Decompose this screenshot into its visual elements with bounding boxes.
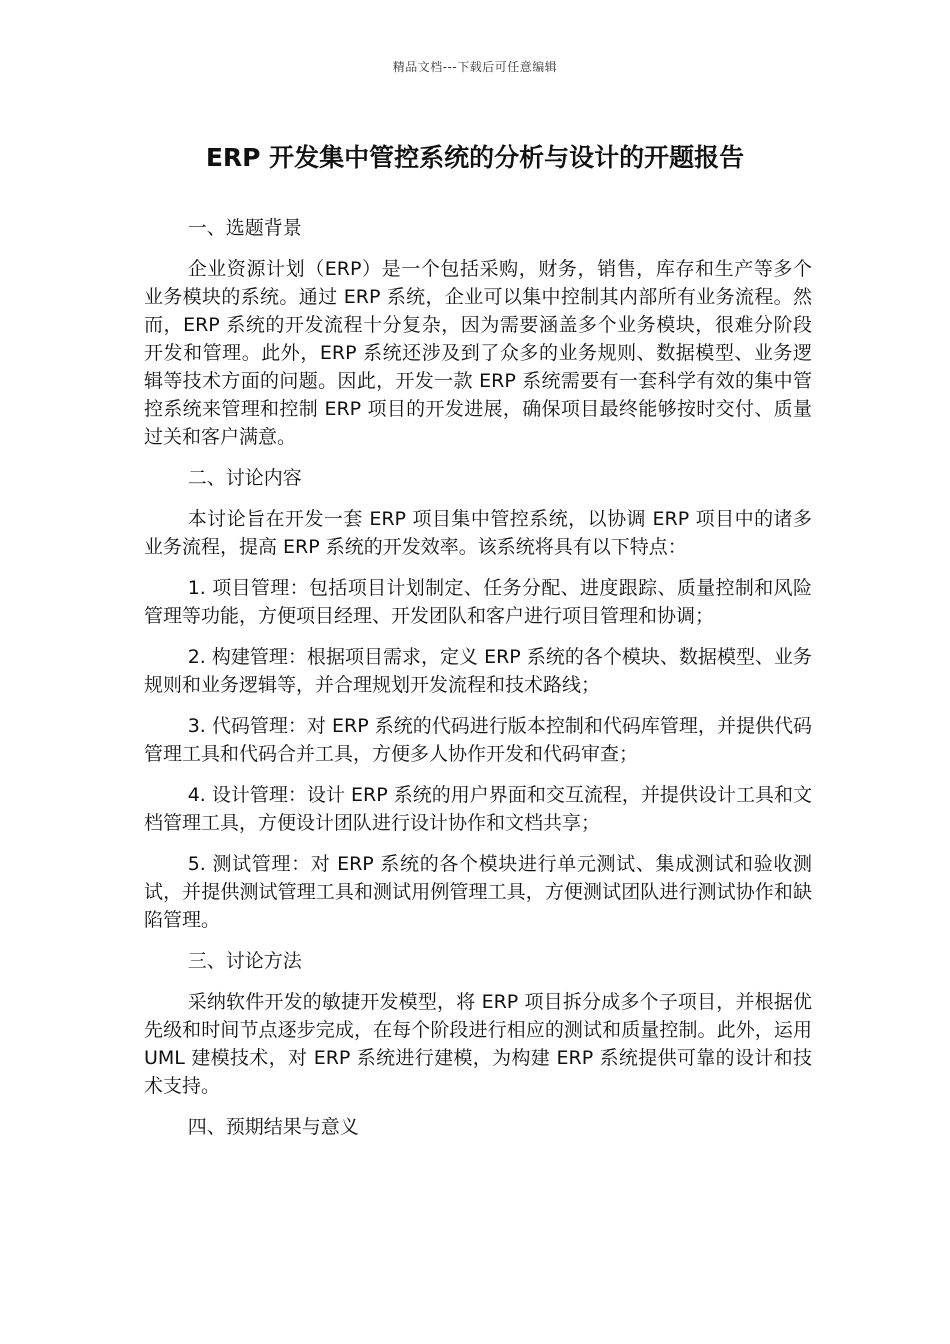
document-title: ERP 开发集中管控系统的分析与设计的开题报告 — [205, 143, 745, 172]
section-heading-expected-results: 四、预期结果与意义 — [187, 1116, 359, 1138]
document-body — [144, 214, 812, 1154]
section-heading-background: 一、选题背景 — [187, 217, 302, 239]
paragraph-discussion-intro: 本讨论旨在开发一套 ERP 项目集中管控系统，以协调 ERP 项目中的诸多业务流程，提高 ERP 系统的开发效率。该系统将具有以下特点： — [144, 508, 812, 558]
section-heading-discussion-content: 二、讨论内容 — [187, 467, 302, 489]
paragraph-discussion-method: 采纳软件开发的敏捷开发模型，将 ERP 项目拆分成多个子项目，并根据优先级和时间节点逐步完成，在每个阶段进行相应的测试和质量控制。此外，运用 UML 建模技术，对 ERP 系统进行建模，为构建 ERP 系统提供可靠的设计和技术支持。 — [144, 991, 812, 1097]
list-item-test-management: 5. 测试管理：对 ERP 系统的各个模块进行单元测试、集成测试和验收测试，并提供测试管理工具和测试用例管理工具，方便测试团队进行测试协作和缺陷管理。 — [144, 853, 812, 931]
list-item-design-management: 4. 设计管理：设计 ERP 系统的用户界面和交互流程，并提供设计工具和文档管理工具，方便设计团队进行设计协作和文档共享； — [144, 784, 812, 834]
section-heading-discussion-method: 三、讨论方法 — [187, 950, 302, 972]
list-item-build-management: 2. 构建管理：根据项目需求，定义 ERP 系统的各个模块、数据模型、业务规则和业务逻辑等，并合理规划开发流程和技术路线； — [144, 646, 812, 696]
header-note: 精品文档---下载后可任意编辑 — [392, 60, 558, 74]
list-item-code-management: 3. 代码管理：对 ERP 系统的代码进行版本控制和代码库管理，并提供代码管理工具和代码合并工具，方便多人协作开发和代码审查； — [144, 715, 812, 765]
list-item-project-management: 1. 项目管理：包括项目计划制定、任务分配、进度跟踪、质量控制和风险管理等功能，方便项目经理、开发团队和客户进行项目管理和协调； — [144, 577, 812, 627]
paragraph-background: 企业资源计划（ERP）是一个包括采购，财务，销售，库存和生产等多个业务模块的系统。通过 ERP 系统，企业可以集中控制其内部所有业务流程。然而，ERP 系统的开发流程十分复杂，因为需要涵盖多个业务模块，很难分阶段开发和管理。此外，ERP 系统还涉及到了众多的业务规则、数据模型、业务逻辑等技术方面的问题。因此，开发一款 ERP 系统需要有一套科学有效的集中管控系统来管理和控制 ERP 项目的开发进展，确保项目最终能够按时交付、质量过关和客户满意。 — [144, 258, 812, 448]
